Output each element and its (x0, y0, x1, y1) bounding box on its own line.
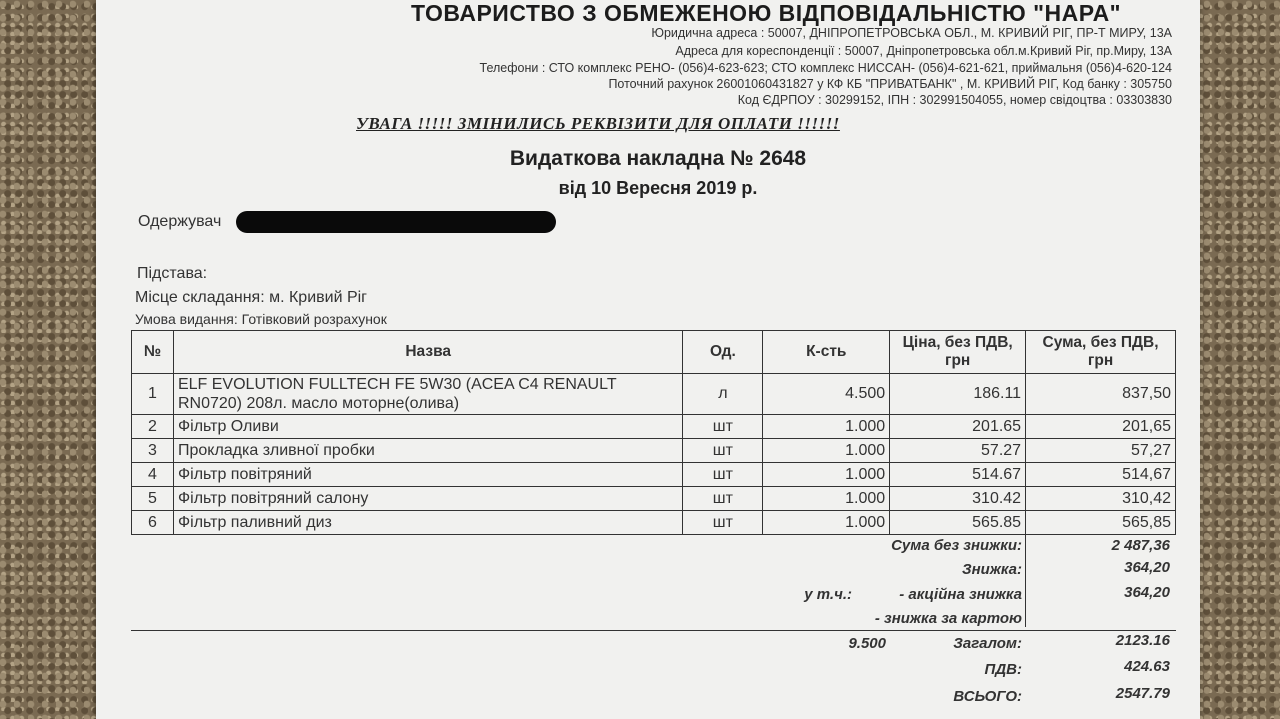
table-row (132, 487, 1176, 511)
row-number: 6 (132, 511, 174, 535)
including-label: у т.ч.: (804, 586, 852, 603)
col-price: Ціна, без ПДВ, грн (890, 331, 1026, 374)
row-price: 201.65 (890, 415, 1026, 439)
row-sum: 514,67 (1026, 463, 1176, 487)
redaction-mark (236, 211, 556, 233)
grand-total-label: ВСЬОГО: (953, 688, 1022, 705)
totals-divider-vertical (1025, 535, 1026, 627)
row-unit: шт (683, 487, 763, 511)
recipient-label: Одержувач (138, 213, 222, 230)
total-label: Загалом: (953, 635, 1022, 652)
subtotal-label: Сума без знижки: (891, 537, 1022, 554)
row-number: 2 (132, 415, 174, 439)
row-unit: шт (683, 463, 763, 487)
table-header-row (132, 331, 1176, 374)
row-name: Фільтр Оливи (173, 415, 682, 439)
card-discount-label: - знижка за картою (874, 610, 1022, 627)
invoice-title: Видаткова накладна № 2648 (509, 147, 807, 170)
total-value: 2123.16 (1115, 632, 1170, 649)
row-qty: 1.000 (763, 463, 890, 487)
promo-discount-label: - акційна знижка (899, 586, 1022, 603)
total-quantity: 9.500 (848, 635, 886, 652)
row-price: 310.42 (890, 487, 1026, 511)
table-row (132, 511, 1176, 535)
invoice-date: від 10 Вересня 2019 р. (558, 178, 758, 198)
row-price: 565.85 (890, 511, 1026, 535)
basis-label: Підстава: (137, 265, 208, 282)
row-name: ELF EVOLUTION FULLTECH FE 5W30 (ACEA C4 RENAULT RN0720) 208л. масло моторне(олива) (173, 374, 682, 415)
row-sum: 201,65 (1026, 415, 1176, 439)
vat-label: ПДВ: (984, 661, 1022, 678)
table-row (132, 439, 1176, 463)
table-row (132, 374, 1176, 415)
grand-total-value: 2547.79 (1115, 685, 1170, 702)
row-qty: 1.000 (763, 487, 890, 511)
vat-value: 424.63 (1124, 658, 1170, 675)
row-name: Фільтр паливний диз (173, 511, 682, 535)
company-name: ТОВАРИСТВО З ОБМЕЖЕНОЮ ВІДПОВІДАЛЬНІСТЮ "НАРА" (411, 0, 1122, 26)
mail-address: Адреса для кореспонденції : 50007, Дніпропетровська обл.м.Кривий Ріг, пр.Миру, 13А (675, 44, 1172, 58)
place-of-issue: Місце складання: м. Кривий Ріг (135, 289, 368, 306)
table-row (132, 415, 1176, 439)
row-unit: шт (683, 511, 763, 535)
items-table (131, 330, 1176, 535)
row-price: 514.67 (890, 463, 1026, 487)
row-name: Фільтр повітряний (173, 463, 682, 487)
row-sum: 57,27 (1026, 439, 1176, 463)
row-qty: 1.000 (763, 439, 890, 463)
row-unit: шт (683, 415, 763, 439)
row-name: Прокладка зливної пробки (173, 439, 682, 463)
col-sum: Сума, без ПДВ, грн (1026, 331, 1176, 374)
row-number: 5 (132, 487, 174, 511)
row-name: Фільтр повітряний салону (173, 487, 682, 511)
subtotal-value: 2 487,36 (1111, 537, 1170, 554)
row-qty: 1.000 (763, 415, 890, 439)
row-number: 3 (132, 439, 174, 463)
row-number: 1 (132, 374, 174, 415)
table-row (132, 463, 1176, 487)
col-name: Назва (173, 331, 682, 374)
company-codes: Код ЄДРПОУ : 30299152, ІПН : 302991504055, номер свідоцтва : 03303830 (737, 93, 1172, 107)
row-price: 186.11 (890, 374, 1026, 415)
row-unit: шт (683, 439, 763, 463)
discount-value: 364,20 (1124, 559, 1170, 576)
col-qty: К-сть (763, 331, 890, 374)
row-price: 57.27 (890, 439, 1026, 463)
promo-discount-value: 364,20 (1124, 584, 1170, 601)
requisites-warning: УВАГА !!!!! ЗМІНИЛИСЬ РЕКВІЗИТИ ДЛЯ ОПЛАТИ !!!!!! (356, 114, 840, 133)
discount-label: Знижка: (961, 561, 1022, 578)
col-unit: Од. (683, 331, 763, 374)
row-qty: 1.000 (763, 511, 890, 535)
row-number: 4 (132, 463, 174, 487)
totals-divider-horizontal (131, 630, 1176, 631)
payment-terms: Умова видання: Готівковий розрахунок (135, 311, 387, 327)
row-unit: л (683, 374, 763, 415)
col-number: № (132, 331, 174, 374)
row-qty: 4.500 (763, 374, 890, 415)
bank-account: Поточний рахунок 26001060431827 у КФ КБ "ПРИВАТБАНК" , М. КРИВИЙ РІГ, Код банку : 305750 (608, 77, 1172, 91)
row-sum: 837,50 (1026, 374, 1176, 415)
row-sum: 310,42 (1026, 487, 1176, 511)
phones: Телефони : СТО комплекс РЕНО- (056)4-623-623; СТО комплекс НИССАН- (056)4-621-621, приймальня (056)4-620-124 (479, 61, 1172, 75)
legal-address: Юридична адреса : 50007, ДНІПРОПЕТРОВСЬКА ОБЛ., М. КРИВИЙ РІГ, ПР-Т МИРУ, 13А (651, 26, 1172, 40)
row-sum: 565,85 (1026, 511, 1176, 535)
